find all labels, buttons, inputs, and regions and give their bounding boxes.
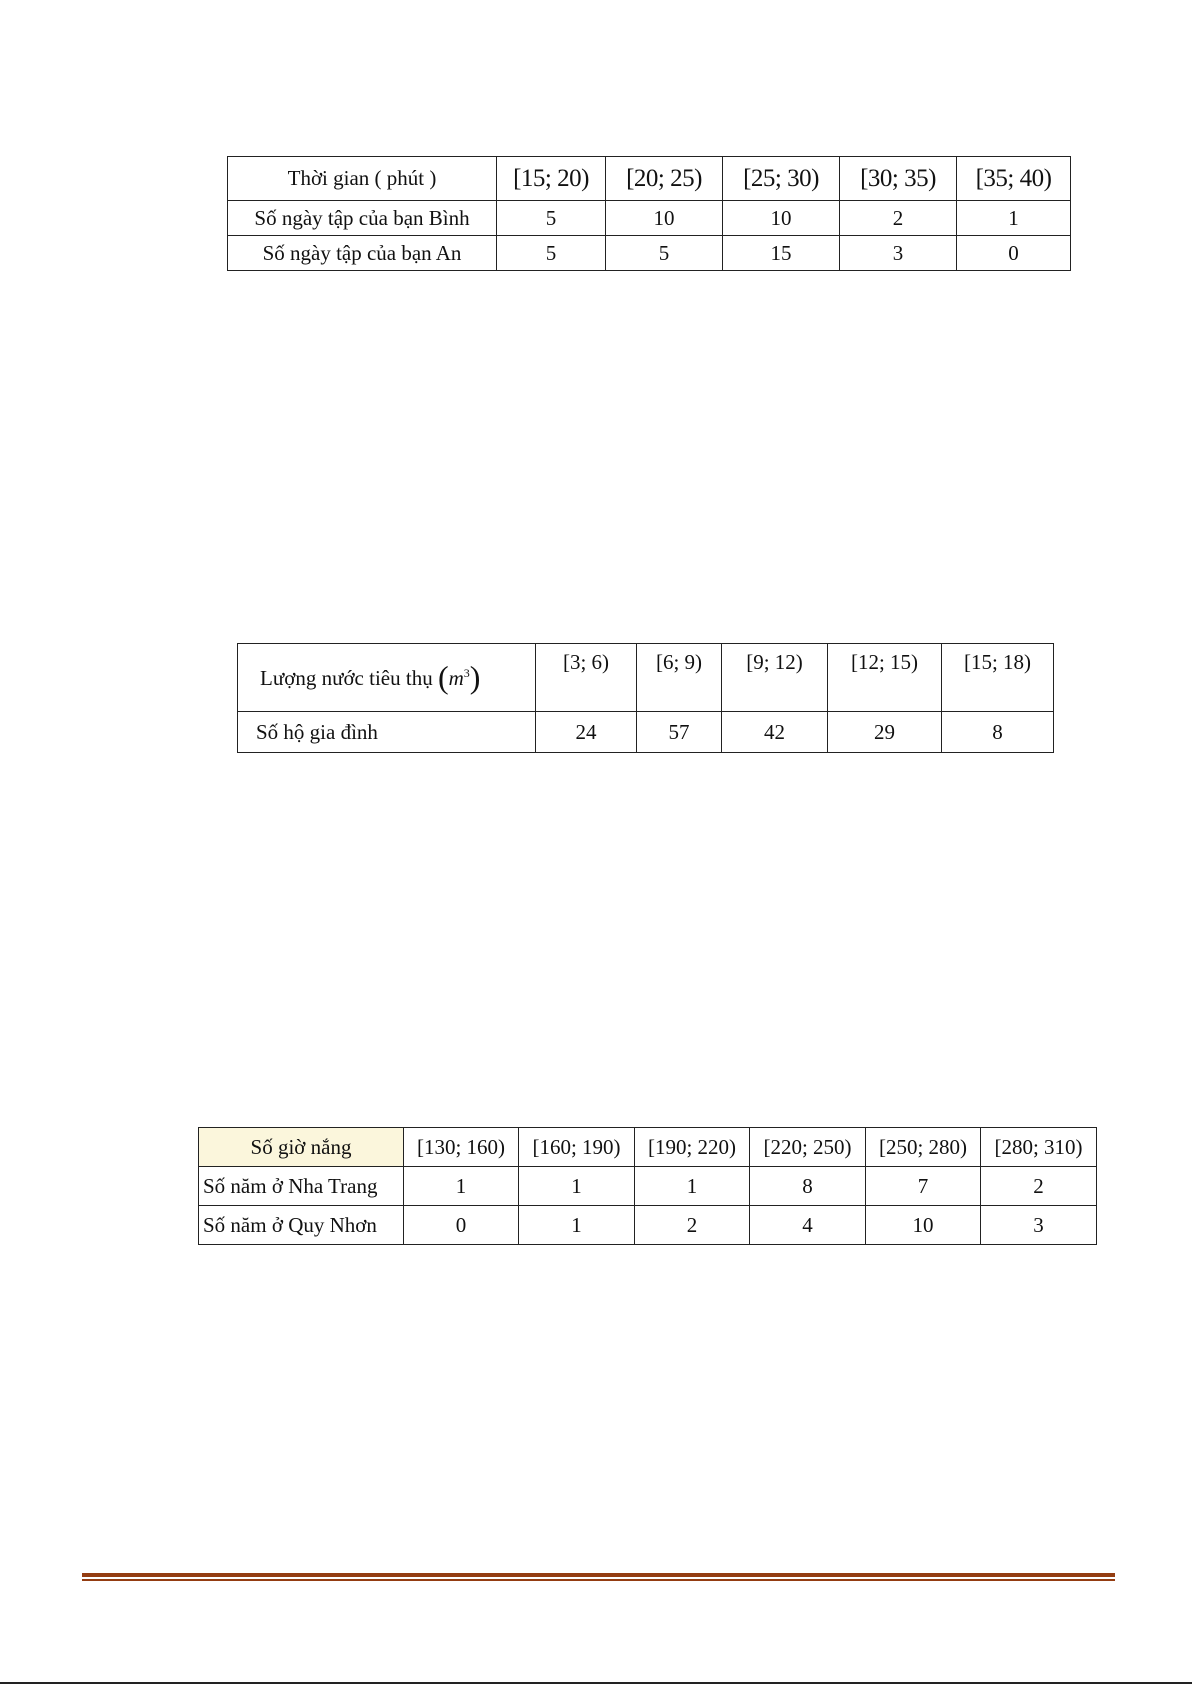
row-label: Số ngày tập của bạn Bình (228, 201, 497, 236)
value-cell: 5 (497, 201, 606, 236)
value-cell: 10 (723, 201, 840, 236)
interval-cell: [280; 310) (981, 1128, 1097, 1167)
interval-cell: [190; 220) (635, 1128, 750, 1167)
row-label: Số ngày tập của bạn An (228, 236, 497, 271)
value-cell: 1 (519, 1206, 635, 1245)
row-label: Số năm ở Nha Trang (199, 1167, 404, 1206)
value-cell: 3 (840, 236, 957, 271)
value-cell: 29 (828, 712, 942, 753)
value-cell: 24 (536, 712, 637, 753)
header-label: Thời gian ( phút ) (228, 157, 497, 201)
value-cell: 1 (957, 201, 1071, 236)
table-row (199, 1167, 1097, 1206)
row-label: Số năm ở Quy Nhơn (199, 1206, 404, 1245)
value-cell: 3 (981, 1206, 1097, 1245)
table-row (228, 236, 1071, 271)
interval-cell: [160; 190) (519, 1128, 635, 1167)
value-cell: 15 (723, 236, 840, 271)
value-cell: 4 (750, 1206, 866, 1245)
value-cell: 2 (840, 201, 957, 236)
value-cell: 2 (981, 1167, 1097, 1206)
interval-cell: [12; 15) (828, 644, 942, 712)
table-row (228, 157, 1071, 201)
interval-cell: [220; 250) (750, 1128, 866, 1167)
table-row (228, 201, 1071, 236)
value-cell: 1 (635, 1167, 750, 1206)
interval-cell: [30; 35) (840, 157, 957, 201)
footer-rule-thin (82, 1579, 1115, 1581)
water-consumption-table (237, 643, 1054, 753)
value-cell: 57 (637, 712, 722, 753)
table-row (199, 1206, 1097, 1245)
unit-base: m (448, 666, 464, 690)
interval-cell: [25; 30) (723, 157, 840, 201)
interval-cell: [20; 25) (606, 157, 723, 201)
table-row (238, 644, 1054, 712)
unit-exponent: 3 (463, 666, 470, 680)
value-cell: 1 (519, 1167, 635, 1206)
interval-cell: [15; 18) (942, 644, 1054, 712)
row-label: Số hộ gia đình (238, 712, 536, 753)
value-cell: 42 (722, 712, 828, 753)
interval-cell: [130; 160) (404, 1128, 519, 1167)
interval-cell: [3; 6) (536, 644, 637, 712)
header-label: Lượng nước tiêu thụ $(m^3)$ (238, 644, 536, 712)
exercise-time-table (227, 156, 1071, 271)
value-cell: 0 (404, 1206, 519, 1245)
value-cell: 10 (866, 1206, 981, 1245)
value-cell: 5 (497, 236, 606, 271)
interval-cell: [9; 12) (722, 644, 828, 712)
interval-cell: [6; 9) (637, 644, 722, 712)
interval-cell: [35; 40) (957, 157, 1071, 201)
value-cell: 1 (404, 1167, 519, 1206)
value-cell: 2 (635, 1206, 750, 1245)
table-row (238, 712, 1054, 753)
value-cell: 8 (942, 712, 1054, 753)
page-bottom-edge (0, 1682, 1192, 1684)
value-cell: 8 (750, 1167, 866, 1206)
header-label-text: Lượng nước tiêu thụ (260, 666, 433, 690)
interval-cell: [15; 20) (497, 157, 606, 201)
value-cell: 7 (866, 1167, 981, 1206)
interval-cell: [250; 280) (866, 1128, 981, 1167)
header-label: Số giờ nắng (199, 1128, 404, 1167)
value-cell: 0 (957, 236, 1071, 271)
value-cell: 10 (606, 201, 723, 236)
table-row (199, 1128, 1097, 1167)
sunshine-hours-table (198, 1127, 1097, 1245)
footer-rule (82, 1573, 1115, 1577)
value-cell: 5 (606, 236, 723, 271)
